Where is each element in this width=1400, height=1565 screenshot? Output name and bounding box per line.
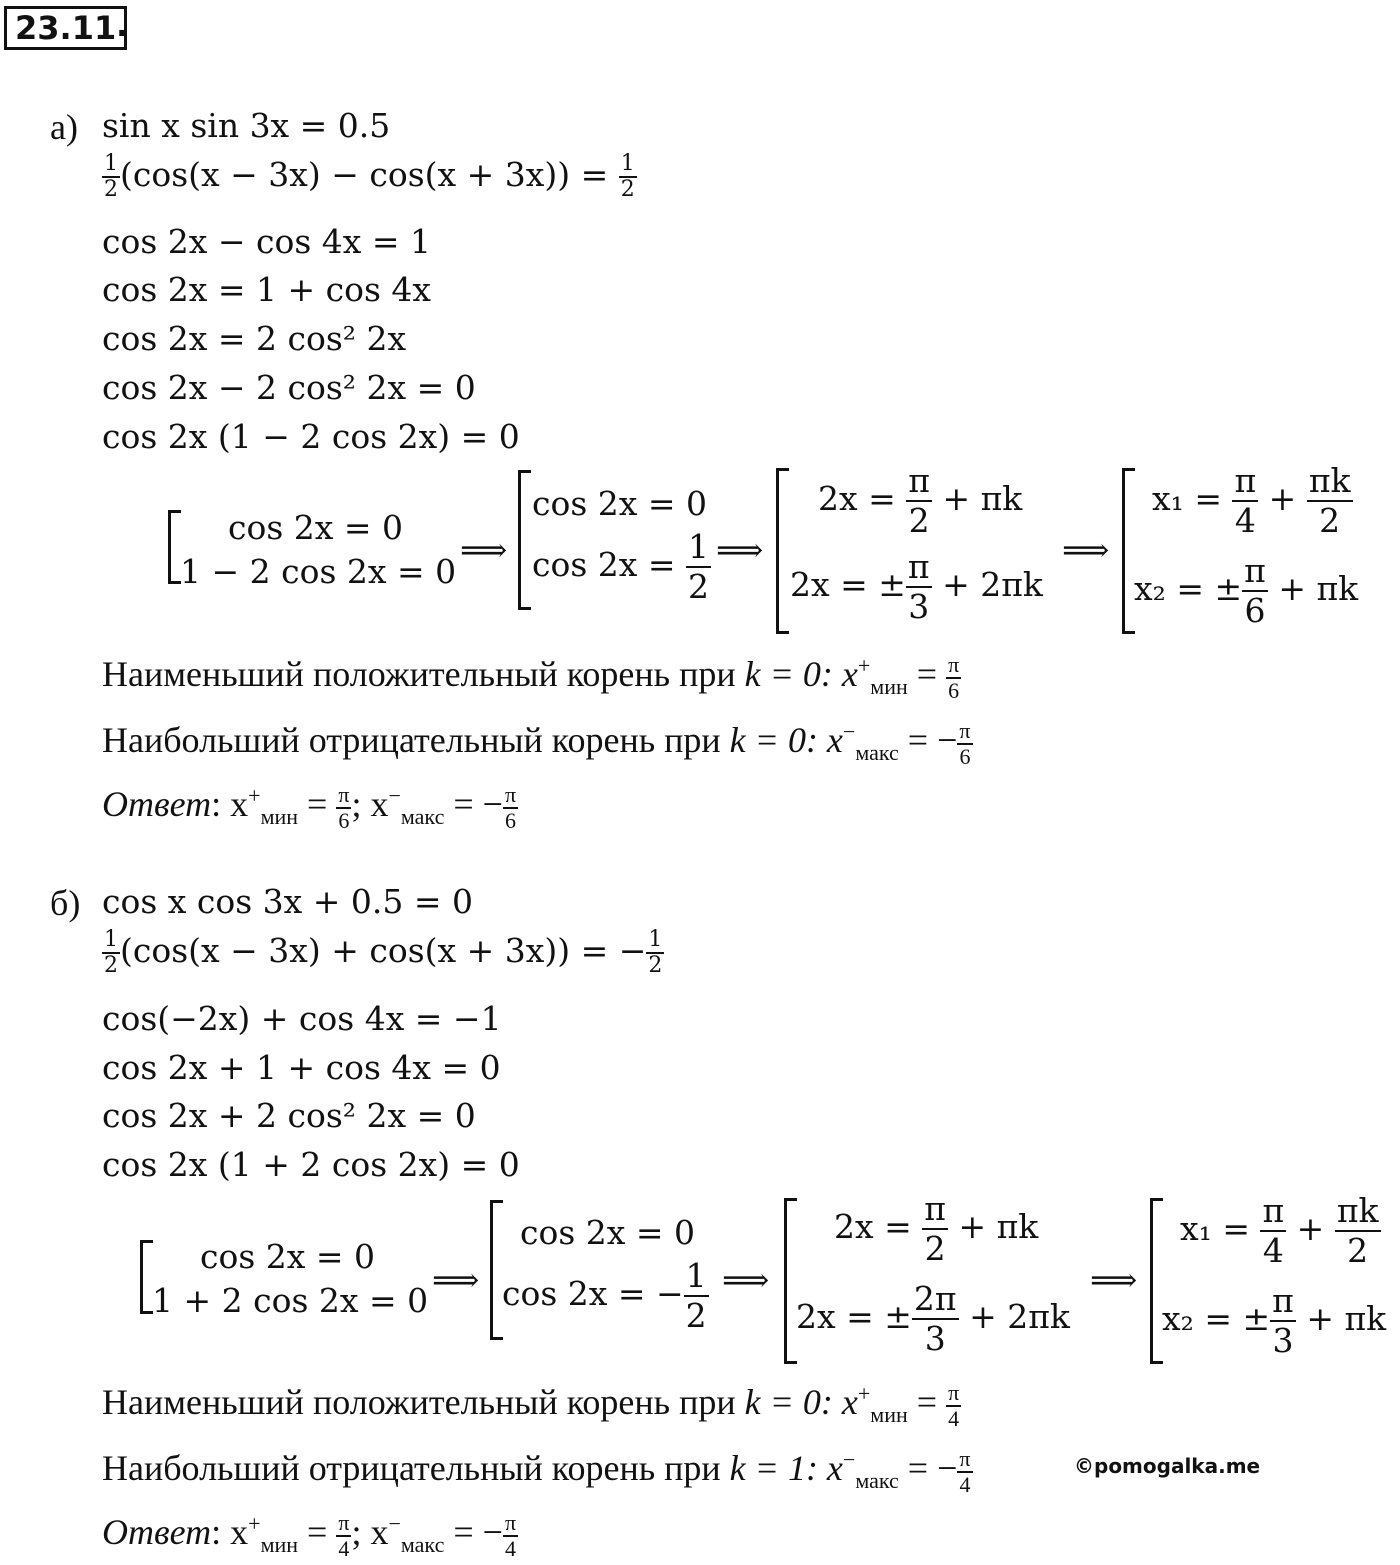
- part-b-line-4: cos 2x + 1 + cos 4x = 0: [102, 1048, 501, 1087]
- part-a-line-5: cos 2x = 2 cos² 2x: [102, 319, 407, 358]
- part-b-sys4-line2: x₂ = ± $\frac{\pi}{3}$ + πk: [1162, 1281, 1387, 1360]
- arrow-a-2: ⟹: [716, 530, 764, 569]
- part-b-answer: Ответ: $x^+_{мин}$ = $\frac{\pi}{4}$ ; $x^-_{макс}$ = − $\frac{\pi}{4}$: [102, 1509, 517, 1561]
- part-a-label: а): [50, 107, 78, 147]
- part-b-sys3-line2: 2x = ± $\frac{2\pi}{3}$ + 2πk: [796, 1279, 1070, 1358]
- bracket-a-3: [776, 468, 789, 634]
- arrow-b-2: ⟹: [722, 1260, 770, 1299]
- part-a-sys4-line1: x₁ = $\frac{\pi}{4}$ + $\frac{\pi k}{2}$: [1152, 461, 1351, 540]
- part-a-sys2-line1: cos 2x = 0: [532, 484, 708, 523]
- part-b-sys4-line1: x₁ = $\frac{\pi}{4}$ + $\frac{\pi k}{2}$: [1180, 1191, 1379, 1270]
- part-a-line-2: $\frac{1}{2}$ (cos(x − 3x) − cos(x + 3x)) = $\frac{1}{2}$: [104, 151, 635, 202]
- arrow-b-3: ⟹: [1090, 1260, 1138, 1299]
- half-fraction-right: $\frac{1}{2}$: [620, 151, 635, 202]
- part-a-min-root: Наименьший положительный корень при k = 0: $x^+_{мин}$ = $\frac{\pi}{6}$: [102, 651, 960, 703]
- part-b-sys1-line1: cos 2x = 0: [200, 1237, 376, 1276]
- part-a-sys3-line2: 2x = ± $\frac{\pi}{3}$ + 2πk: [790, 547, 1043, 626]
- part-b-line-1: cos x cos 3x + 0.5 = 0: [102, 882, 473, 921]
- part-a-max-root: Наибольший отрицательный корень при k = 0: $x^-_{макс}$ = − $\frac{\pi}{6}$: [102, 717, 971, 769]
- watermark: ©pomogalka.me: [1074, 1454, 1261, 1478]
- bracket-a-2: [518, 470, 531, 610]
- arrow-b-1: ⟹: [432, 1260, 480, 1299]
- part-a-sys1-line2: 1 − 2 cos 2x = 0: [180, 552, 457, 591]
- part-a-sys4-line2: x₂ = ± $\frac{\pi}{6}$ + πk: [1134, 551, 1359, 630]
- half-fraction: $\frac{1}{2}$: [104, 151, 118, 202]
- part-b-max-root: Наибольший отрицательный корень при k = 1: $x^-_{макс}$ = − $\frac{\pi}{4}$: [102, 1445, 971, 1497]
- part-a-line-7: cos 2x (1 − 2 cos 2x) = 0: [102, 417, 520, 456]
- part-b-sys2-line1: cos 2x = 0: [520, 1213, 696, 1252]
- part-b-line-2: $\frac{1}{2}$ (cos(x − 3x) + cos(x + 3x)) = − $\frac{1}{2}$: [104, 927, 663, 978]
- part-a-sys3-line1: 2x = $\frac{\pi}{2}$ + πk: [818, 461, 1023, 540]
- part-b-line-5: cos 2x + 2 cos² 2x = 0: [102, 1096, 476, 1135]
- part-a-line-6: cos 2x − 2 cos² 2x = 0: [102, 368, 476, 407]
- part-b-label: б): [50, 883, 81, 923]
- part-b-min-root: Наименьший положительный корень при k = 0: $x^+_{мин}$ = $\frac{\pi}{4}$: [102, 1379, 960, 1431]
- part-b-sys2-line2: cos 2x = − $\frac{1}{2}$: [502, 1256, 707, 1335]
- part-b-line-6: cos 2x (1 + 2 cos 2x) = 0: [102, 1145, 520, 1184]
- arrow-a-1: ⟹: [460, 530, 508, 569]
- part-b-sys1-line2: 1 + 2 cos 2x = 0: [152, 1281, 429, 1320]
- part-a-answer: Ответ: $x^+_{мин}$ = $\frac{\pi}{6}$ ; $x^-_{макс}$ = − $\frac{\pi}{6}$: [102, 781, 517, 833]
- part-a-line-1: sin x sin 3x = 0.5: [102, 106, 391, 145]
- part-a-line-3: cos 2x − cos 4x = 1: [102, 222, 432, 261]
- problem-number-dot: .: [116, 6, 129, 44]
- problem-number: 23.11: [4, 6, 127, 50]
- arrow-a-3: ⟹: [1062, 530, 1110, 569]
- part-b-sys3-line1: 2x = $\frac{\pi}{2}$ + πk: [834, 1189, 1039, 1268]
- part-a-line-4: cos 2x = 1 + cos 4x: [102, 270, 432, 309]
- part-a-sys2-line2: cos 2x = $\frac{1}{2}$: [532, 527, 710, 606]
- part-b-line-3: cos(−2x) + cos 4x = −1: [102, 999, 502, 1038]
- part-a-sys1-line1: cos 2x = 0: [228, 508, 404, 547]
